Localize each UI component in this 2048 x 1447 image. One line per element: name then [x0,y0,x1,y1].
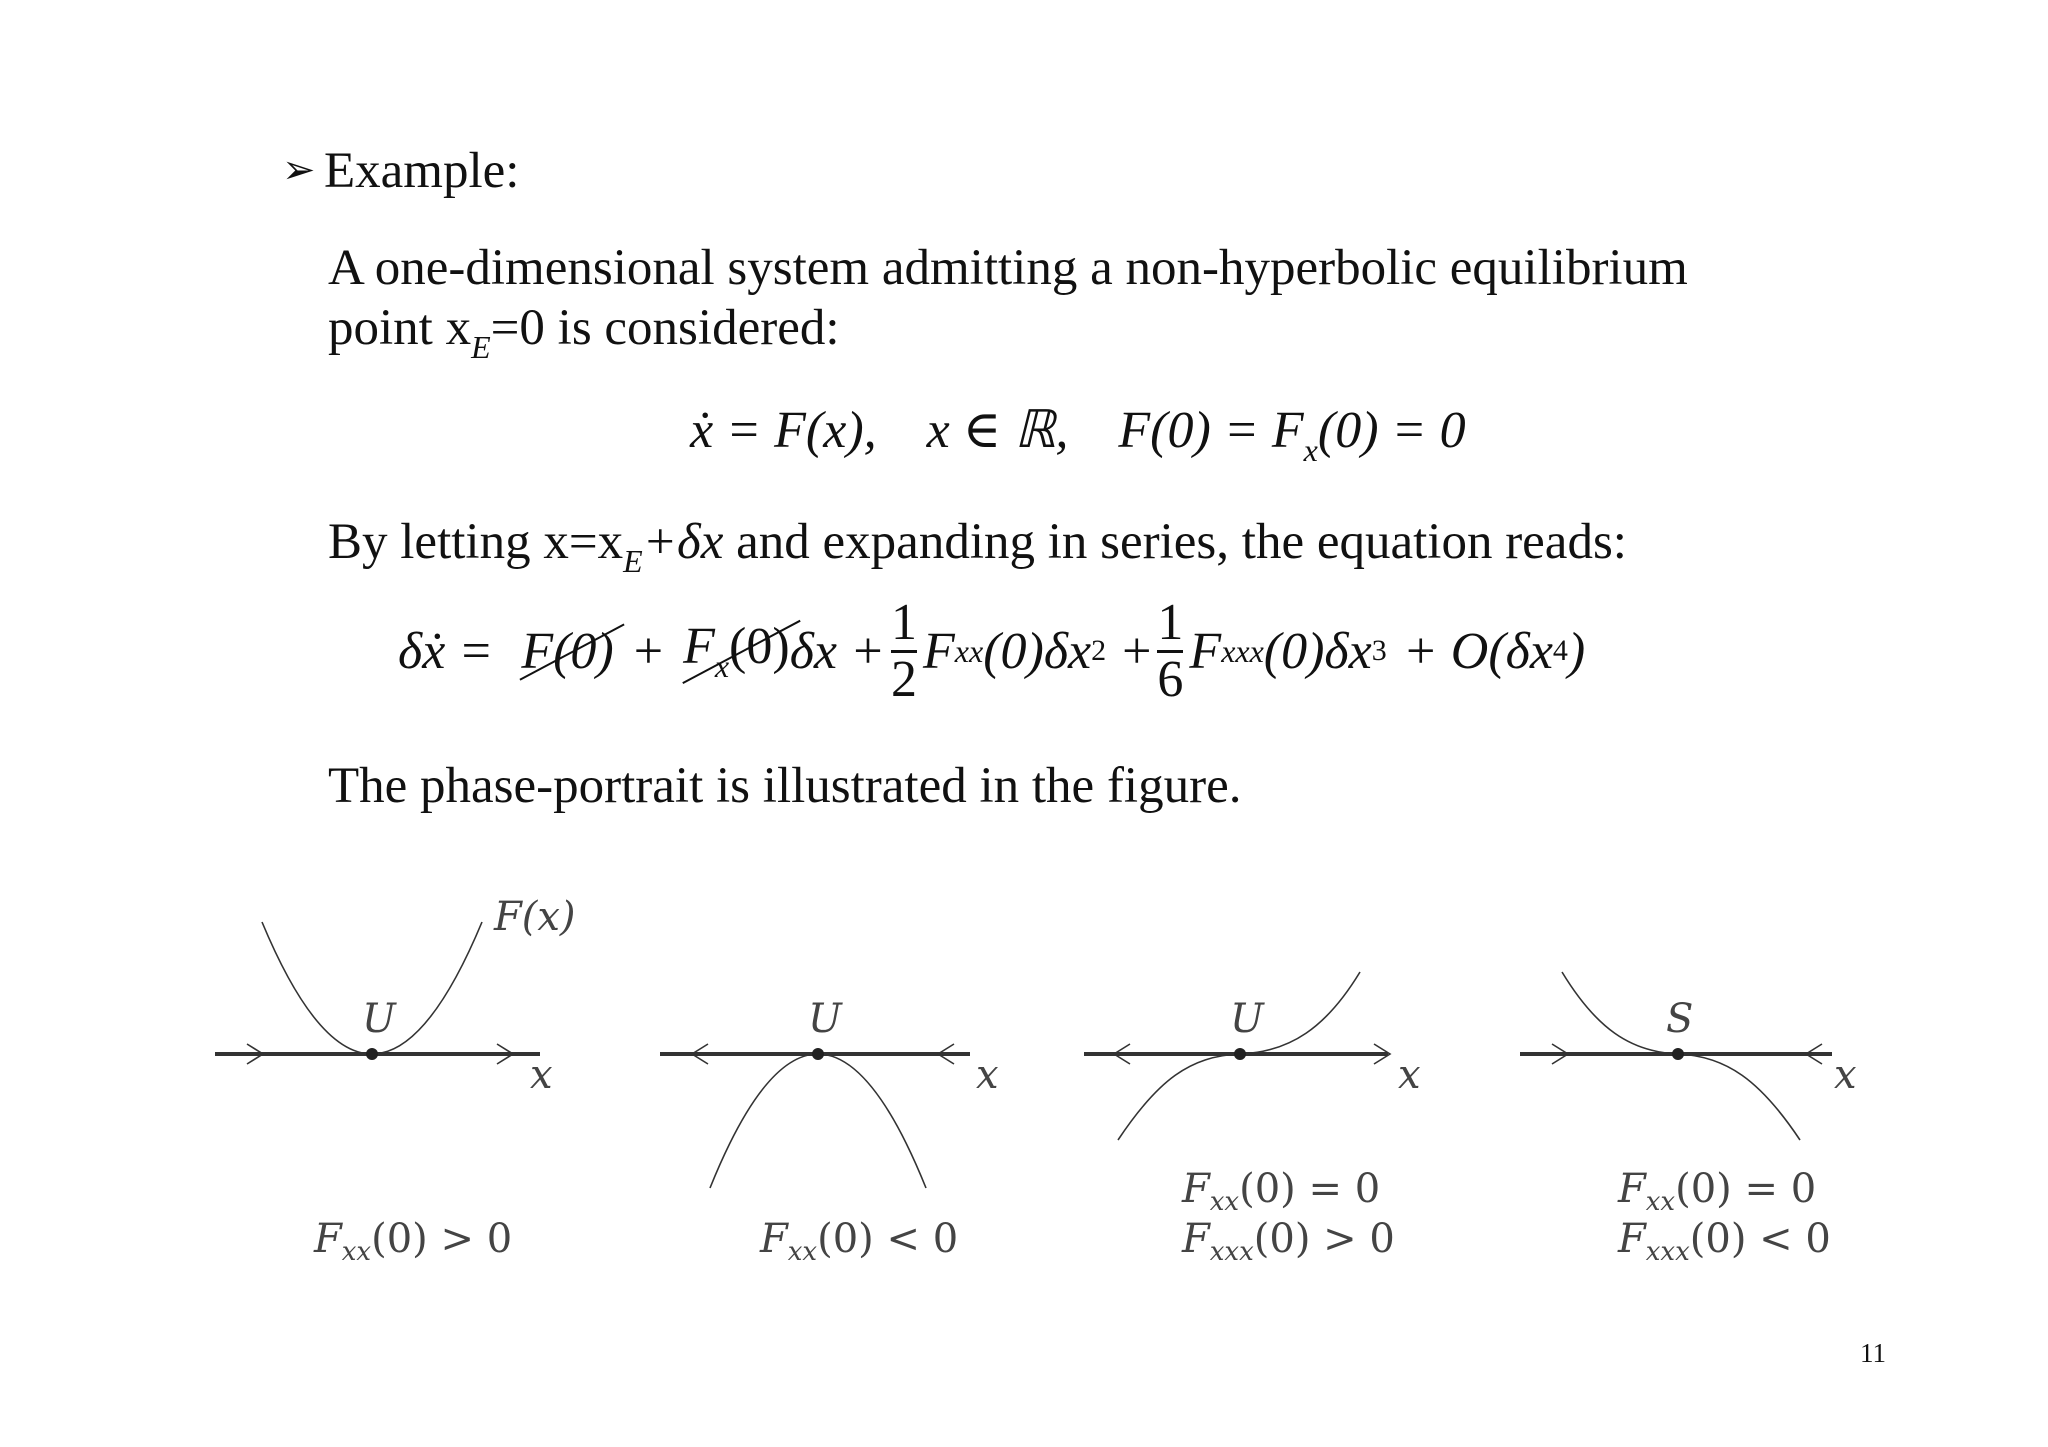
intro-line-2: point $x_E=0$ is considered: [328,300,840,365]
equation-lhs: ẋ = F(x), [690,402,877,459]
panel-4-stability-label: S [1666,996,1694,1042]
series-sentence: By letting $x=x_E+\delta x$ and expanding in series, the equation reads: [328,514,1627,579]
panel-3-condition-1: $F_{xx}(0) = 0$ [1182,1166,1381,1217]
panel-3-stability-label: U [1230,996,1264,1042]
panel-4-condition-2: $F_{xxx}(0) < 0$ [1618,1216,1831,1267]
series-expansion: δẋ = F(0) + $F_x(0)$ δx + $\frac{1}{2}$ F xx (0)δx 2 + $\frac{1}{6}$ F xxx (0)δx 3 + O(δx 4 ) [398,593,1586,708]
panel-4-condition-1: $F_{xx}(0) = 0$ [1618,1166,1817,1217]
struck-term-f0: F(0) [521,622,614,680]
panel-1-equilibrium-point [366,1048,378,1060]
panel-3-axis-label: x [1398,1052,1421,1098]
equation-condition: $F(0) = F_x(0) = 0$ [1118,402,1466,468]
intro-line-1: A one-dimensional system admitting a non-hyperbolic equilibrium [328,240,1688,296]
panel-2-curve [710,1054,926,1188]
page-number: 11 [1860,1338,1886,1368]
struck-term-fx: $F_x(0)$ [683,618,790,684]
panel-1-stability-label: U [362,996,396,1042]
heading-label: Example: [324,143,520,199]
panel-2-axis-label: x [976,1052,999,1098]
panel-2-condition: $F_{xx}(0) < 0$ [760,1216,959,1267]
panel-2-plot [660,1044,970,1188]
panel-3-equilibrium-point [1234,1048,1246,1060]
fx-curve-label: F(x) [494,894,576,940]
panel-1-plot [215,922,540,1064]
panel-2-stability-label: U [808,996,842,1042]
panel-1-axis-label: x [530,1052,553,1098]
panel-4-axis-label: x [1834,1052,1857,1098]
panel-3-condition-2: $F_{xxx}(0) > 0$ [1182,1216,1395,1267]
fraction-half: $\frac{1}{2}$ [891,593,918,708]
equation-domain: x ∈ ℝ, [926,402,1069,459]
panel-4-equilibrium-point [1672,1048,1684,1060]
panel-2-equilibrium-point [812,1048,824,1060]
panel-1-condition: $F_{xx}(0) > 0$ [314,1216,513,1267]
fraction-sixth: $\frac{1}{6}$ [1157,593,1184,708]
closing-sentence: The phase-portrait is illustrated in the figure. [328,758,1242,814]
bullet-arrow-icon: ➢ [282,147,316,192]
